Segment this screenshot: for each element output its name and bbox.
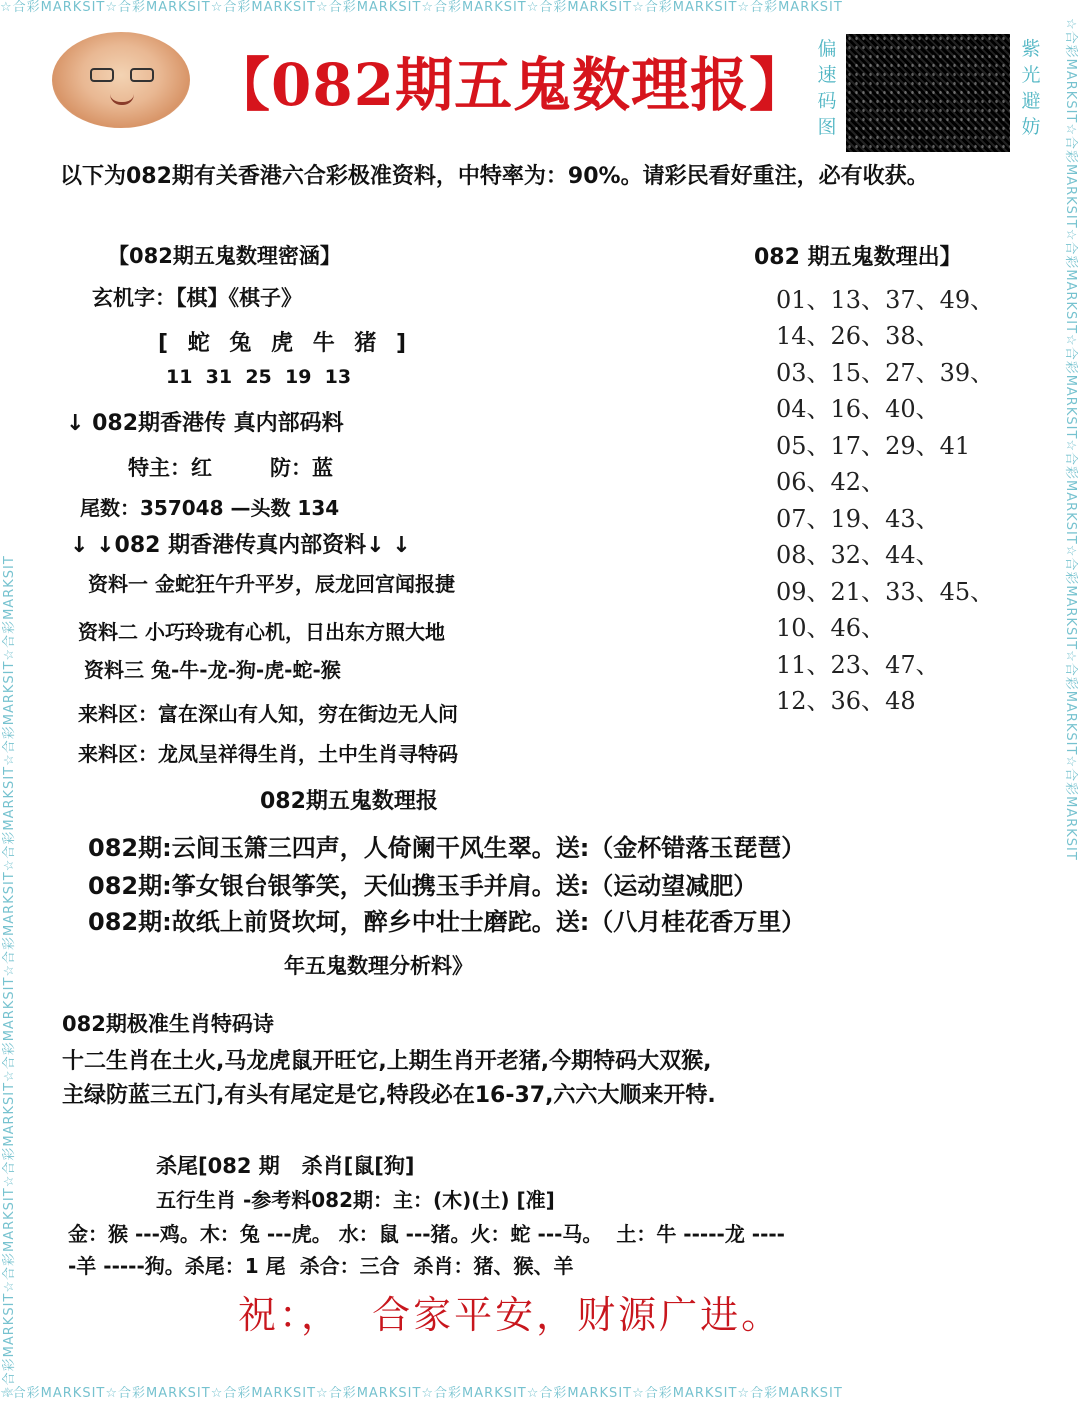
kill-line-3: 金：猴 ---鸡。木：兔 ---虎。 水：鼠 ---猪。火：蛇 ---马。 土：牛 -----龙 ----	[68, 1222, 785, 1246]
number-row: 06、42、	[776, 468, 886, 496]
side-label-right: 紫光避妨	[1021, 38, 1041, 138]
special-poem-line: 主绿防蓝三五门,有头有尾定是它,特段必在16-37,六六大顺来开特.	[62, 1083, 716, 1108]
special-poem-title: 082期极准生肖特码诗	[62, 1012, 274, 1036]
kill-line-4: -羊 -----狗。杀尾：1 尾 杀合：三合 杀肖：猪、猴、羊	[68, 1254, 574, 1278]
poem-line: 082期:筝女银台银筝笑，天仙携玉手并肩。送:（运动望减肥）	[88, 872, 758, 900]
watermark-left: ☆合彩MARKSIT☆合彩MARKSIT☆合彩MARKSIT☆合彩MARKSIT☆合彩MARKSIT☆合彩MARKSIT☆合彩MARKSIT☆合彩MARKSIT	[2, 555, 17, 1398]
data-line-3: 资料三 兔-牛-龙-狗-虎-蛇-猴	[84, 658, 341, 682]
poem-line: 082期:故纸上前贤坎坷，醉乡中壮士磨跎。送:（八月桂花香万里）	[88, 908, 806, 936]
number-row: 09、21、33、45、	[776, 578, 995, 606]
mystery-word: 玄机字：【棋】《棋子》	[92, 286, 302, 310]
source-line-2: 来料区：龙凤呈祥得生肖，土中生肖寻特码	[78, 742, 458, 766]
tail-numbers: 尾数：357048 —头数 134	[80, 496, 340, 520]
number-row: 08、32、44、	[776, 541, 940, 569]
data-line-1: 资料一 金蛇狂午升平岁，辰龙回宫闻报捷	[88, 572, 455, 596]
hk-data-title: ↓ ↓082 期香港传真内部资料↓ ↓	[70, 533, 411, 558]
smile-icon	[110, 94, 134, 105]
number-row: 12、36、48	[776, 687, 916, 715]
watermark-top: ☆合彩MARKSIT☆合彩MARKSIT☆合彩MARKSIT☆合彩MARKSIT☆合彩MARKSIT☆合彩MARKSIT☆合彩MARKSIT☆合彩MARKSIT	[0, 0, 843, 15]
poems-footer: 年五鬼数理分析料》	[284, 954, 473, 978]
kill-line-1: 杀尾[082 期 杀肖[鼠[狗]	[156, 1154, 415, 1178]
blessing-text: 祝：， 合家平安，财源广进。	[238, 1293, 783, 1337]
number-row: 04、16、40、	[776, 395, 940, 423]
watermark-bottom: ☆合彩MARKSIT☆合彩MARKSIT☆合彩MARKSIT☆合彩MARKSIT☆合彩MARKSIT☆合彩MARKSIT☆合彩MARKSIT☆合彩MARKSIT	[0, 1386, 843, 1401]
avatar-portrait	[52, 32, 190, 128]
zodiac-list: [ 蛇 兔 虎 牛 猪 ]	[158, 331, 413, 356]
number-row: 11、23、47、	[776, 651, 940, 679]
poems-title: 082期五鬼数理报	[260, 789, 438, 814]
hk-code-title: ↓ 082期香港传 真内部码料	[66, 411, 344, 436]
numbers-title: 082 期五鬼数理出】	[754, 245, 962, 270]
number-row: 14、26、38、	[776, 322, 940, 350]
source-line-1: 来料区：富在深山有人知，穷在街边无人问	[78, 702, 458, 726]
glasses-icon	[90, 68, 114, 82]
number-row: 01、13、37、49、	[776, 286, 995, 314]
watermark-right: ☆合彩MARKSIT☆合彩MARKSIT☆合彩MARKSIT☆合彩MARKSIT☆合彩MARKSIT☆合彩MARKSIT☆合彩MARKSIT☆合彩MARKSIT	[1063, 18, 1078, 861]
number-row: 05、17、29、41	[776, 432, 971, 460]
intro-text: 以下为082期有关香港六合彩极准资料，中特率为：90%。请彩民看好重注，必有收获。	[60, 164, 929, 189]
side-label-left: 偏速码图	[817, 38, 837, 138]
number-row: 03、15、27、39、	[776, 359, 995, 387]
qr-code-noise	[846, 34, 1010, 152]
page-title: 【082期五鬼数理报】	[212, 51, 809, 119]
special-main: 特主：红	[128, 456, 212, 480]
special-poem-line: 十二生肖在土火,马龙虎鼠开旺它,上期生肖开老猪,今期特码大双猴,	[62, 1049, 712, 1074]
secret-title: 【082期五鬼数理密涵】	[108, 244, 341, 268]
number-row: 10、46、	[776, 614, 886, 642]
zodiac-numbers: 11 31 25 19 13	[166, 366, 352, 388]
data-line-2: 资料二 小巧玲珑有心机，日出东方照大地	[78, 620, 445, 644]
poem-line: 082期:云间玉箫三四声，人倚阑干风生翠。送:（金杯错落玉琵琶）	[88, 834, 806, 862]
kill-line-2: 五行生肖 -参考料082期：主：(木)(土) [准]	[156, 1188, 555, 1212]
special-guard: 防：蓝	[270, 456, 333, 480]
number-row: 07、19、43、	[776, 505, 940, 533]
glasses-icon	[130, 68, 154, 82]
